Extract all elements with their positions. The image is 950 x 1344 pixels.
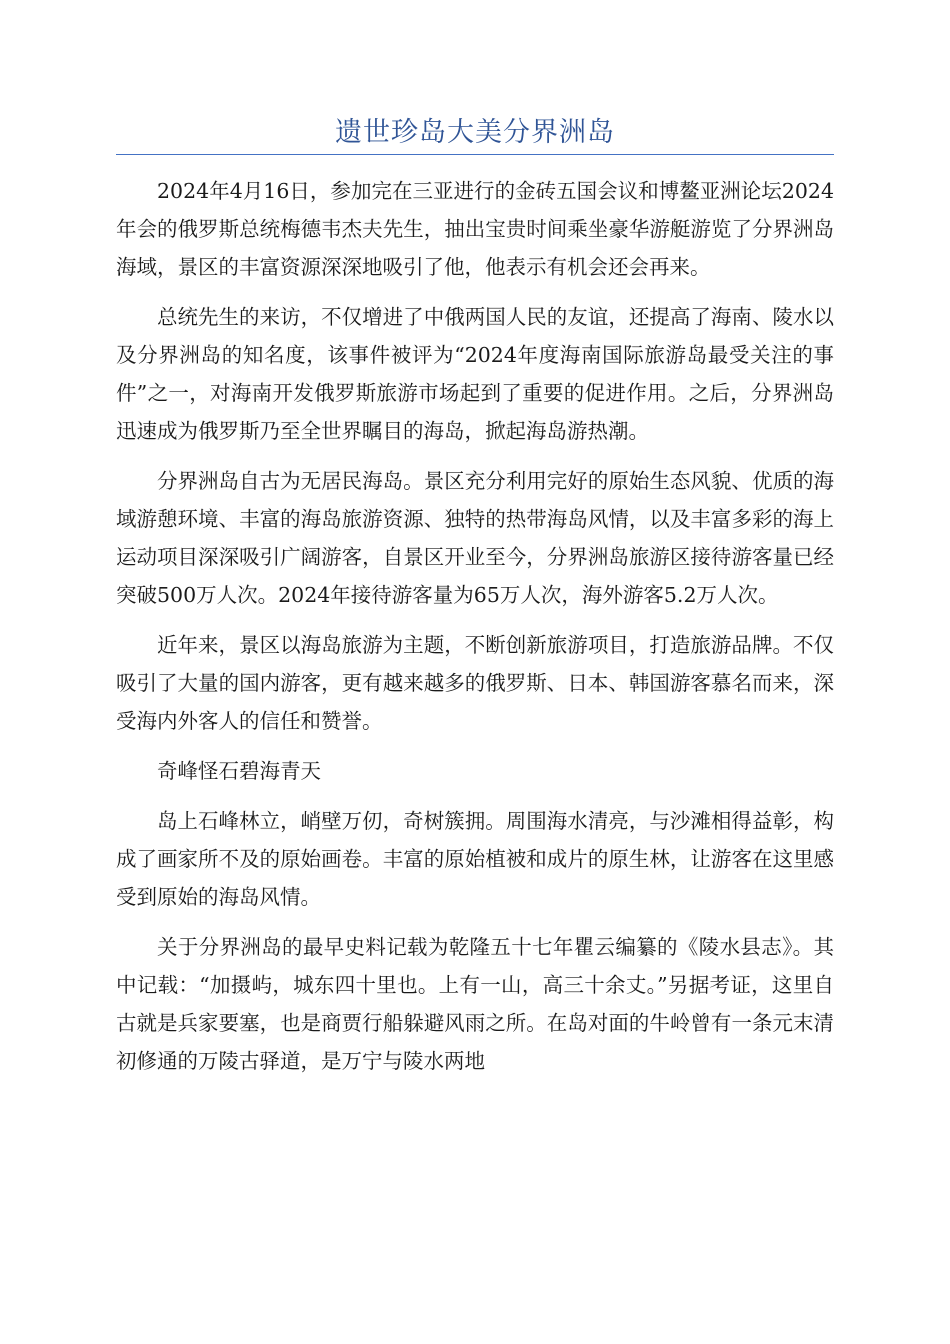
title-underline	[116, 154, 834, 155]
paragraph-1: 2024年4月16日，参加完在三亚进行的金砖五国会议和博鳌亚洲论坛2024年会的俄罗斯总统梅德韦杰夫先生，抽出宝贵时间乘坐豪华游艇游览了分界洲岛海域，景区的丰富资源深深地吸引了他，他表示有机会还会再来。	[116, 179, 834, 279]
paragraph-6: 关于分界洲岛的最早史料记载为乾隆五十七年瞿云编纂的《陵水县志》。其中记载：“加摄屿，城东四十里也。上有一山，高三十余丈。”另据考证，这里自古就是兵家要塞，也是商贾行船躲避风雨之所。在岛对面的牛岭曾有一条元末清初修通的万陵古驿道，是万宁与陵水两地	[116, 935, 834, 1073]
paragraph-4: 近年来，景区以海岛旅游为主题，不断创新旅游项目，打造旅游品牌。不仅吸引了大量的国内游客，更有越来越多的俄罗斯、日本、韩国游客慕名而来，深受海内外客人的信任和赞誉。	[116, 633, 834, 733]
document-body	[116, 172, 834, 1092]
section-heading: 奇峰怪石碧海青天	[157, 759, 321, 783]
paragraph-2: 总统先生的来访，不仅增进了中俄两国人民的友谊，还提高了海南、陵水以及分界洲岛的知名度，该事件被评为“2024年度海南国际旅游岛最受关注的事件”之一，对海南开发俄罗斯旅游市场起到了重要的促进作用。之后，分界洲岛迅速成为俄罗斯乃至全世界瞩目的海岛，掀起海岛游热潮。	[116, 305, 834, 443]
document-title: 遗世珍岛大美分界洲岛	[335, 117, 615, 148]
paragraph-3: 分界洲岛自古为无居民海岛。景区充分利用完好的原始生态风貌、优质的海域游憩环境、丰富的海岛旅游资源、独特的热带海岛风情，以及丰富多彩的海上运动项目深深吸引广阔游客，自景区开业至今，分界洲岛旅游区接待游客量已经突破500万人次。2024年接待游客量为65万人次，海外游客5.2万人次。	[116, 469, 834, 607]
paragraph-5: 岛上石峰林立，峭壁万仞，奇树簇拥。周围海水清亮，与沙滩相得益彰，构成了画家所不及的原始画卷。丰富的原始植被和成片的原生林，让游客在这里感受到原始的海岛风情。	[116, 809, 834, 909]
